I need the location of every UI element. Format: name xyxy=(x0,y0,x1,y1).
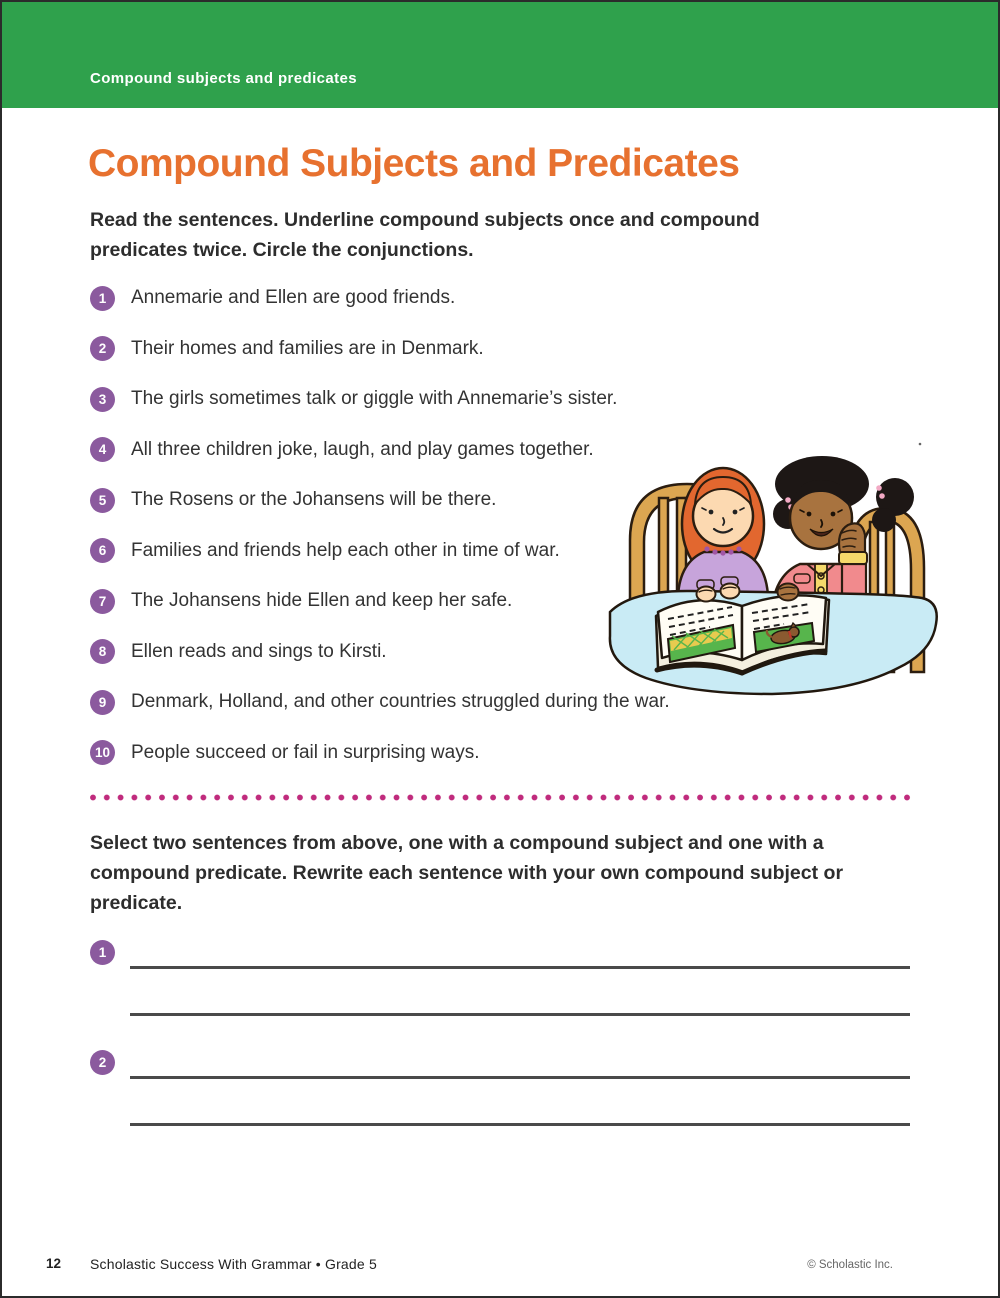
reading-girls-illustration xyxy=(602,440,942,698)
sentence-row xyxy=(90,374,750,425)
footer-copyright: © Scholastic Inc. xyxy=(807,1259,893,1271)
dotted-divider xyxy=(90,794,916,801)
sentence-row xyxy=(90,273,750,324)
instructions-bottom: Select two sentences from above, one with a compound subject and one with a compound predicate. Rewrite each sentence with your own compound subject or predicate. xyxy=(90,832,844,914)
sentence-text: The Johansens hide Ellen and keep her safe. xyxy=(131,590,513,612)
sentence-text: Denmark, Holland, and other countries struggled during the war. xyxy=(131,691,670,713)
sentence-row xyxy=(90,324,750,375)
instructions-top: Read the sentences. Underline compound subjects once and compound predicates twice. Circle the conjunctions. xyxy=(90,209,760,261)
sentence-row xyxy=(90,728,750,779)
sentence-number-badge: 8 xyxy=(90,639,115,664)
page-title: Compound Subjects and Predicates xyxy=(88,142,740,185)
writing-line xyxy=(130,1013,910,1016)
header-topic-label: Compound subjects and predicates xyxy=(90,70,358,87)
sentence-text: Their homes and families are in Denmark. xyxy=(131,337,484,359)
sentence-number-badge: 7 xyxy=(90,589,115,614)
footer-page-number: 12 xyxy=(46,1256,62,1271)
sentence-text: Families and friends help each other in time of war. xyxy=(131,539,560,561)
writing-line xyxy=(130,1076,910,1079)
sentence-number-badge: 3 xyxy=(90,387,115,412)
sentence-text: People succeed or fail in surprising ways. xyxy=(131,741,480,763)
sentence-number-badge: 6 xyxy=(90,538,115,563)
sentence-text: The Rosens or the Johansens will be there. xyxy=(131,489,497,511)
sentence-text: All three children joke, laugh, and play games together. xyxy=(131,438,594,460)
sentence-number-badge: 10 xyxy=(90,740,115,765)
sentence-number-badge: 9 xyxy=(90,690,115,715)
rewrite-number-badge: 1 xyxy=(90,940,115,965)
sentence-number-badge: 1 xyxy=(90,286,115,311)
sentence-text: Annemarie and Ellen are good friends. xyxy=(131,287,456,309)
sentence-number-badge: 5 xyxy=(90,488,115,513)
footer-series-title: Scholastic Success With Grammar • Grade 5 xyxy=(90,1256,377,1272)
header-green-bar xyxy=(2,2,998,108)
writing-line xyxy=(130,1123,910,1126)
sentence-number-badge: 4 xyxy=(90,437,115,462)
writing-line xyxy=(130,966,910,969)
sentence-text: Ellen reads and sings to Kirsti. xyxy=(131,640,387,662)
rewrite-number-badge: 2 xyxy=(90,1050,115,1075)
speck xyxy=(919,443,922,446)
sentence-number-badge: 2 xyxy=(90,336,115,361)
sentence-text: The girls sometimes talk or giggle with Annemarie’s sister. xyxy=(131,388,618,410)
